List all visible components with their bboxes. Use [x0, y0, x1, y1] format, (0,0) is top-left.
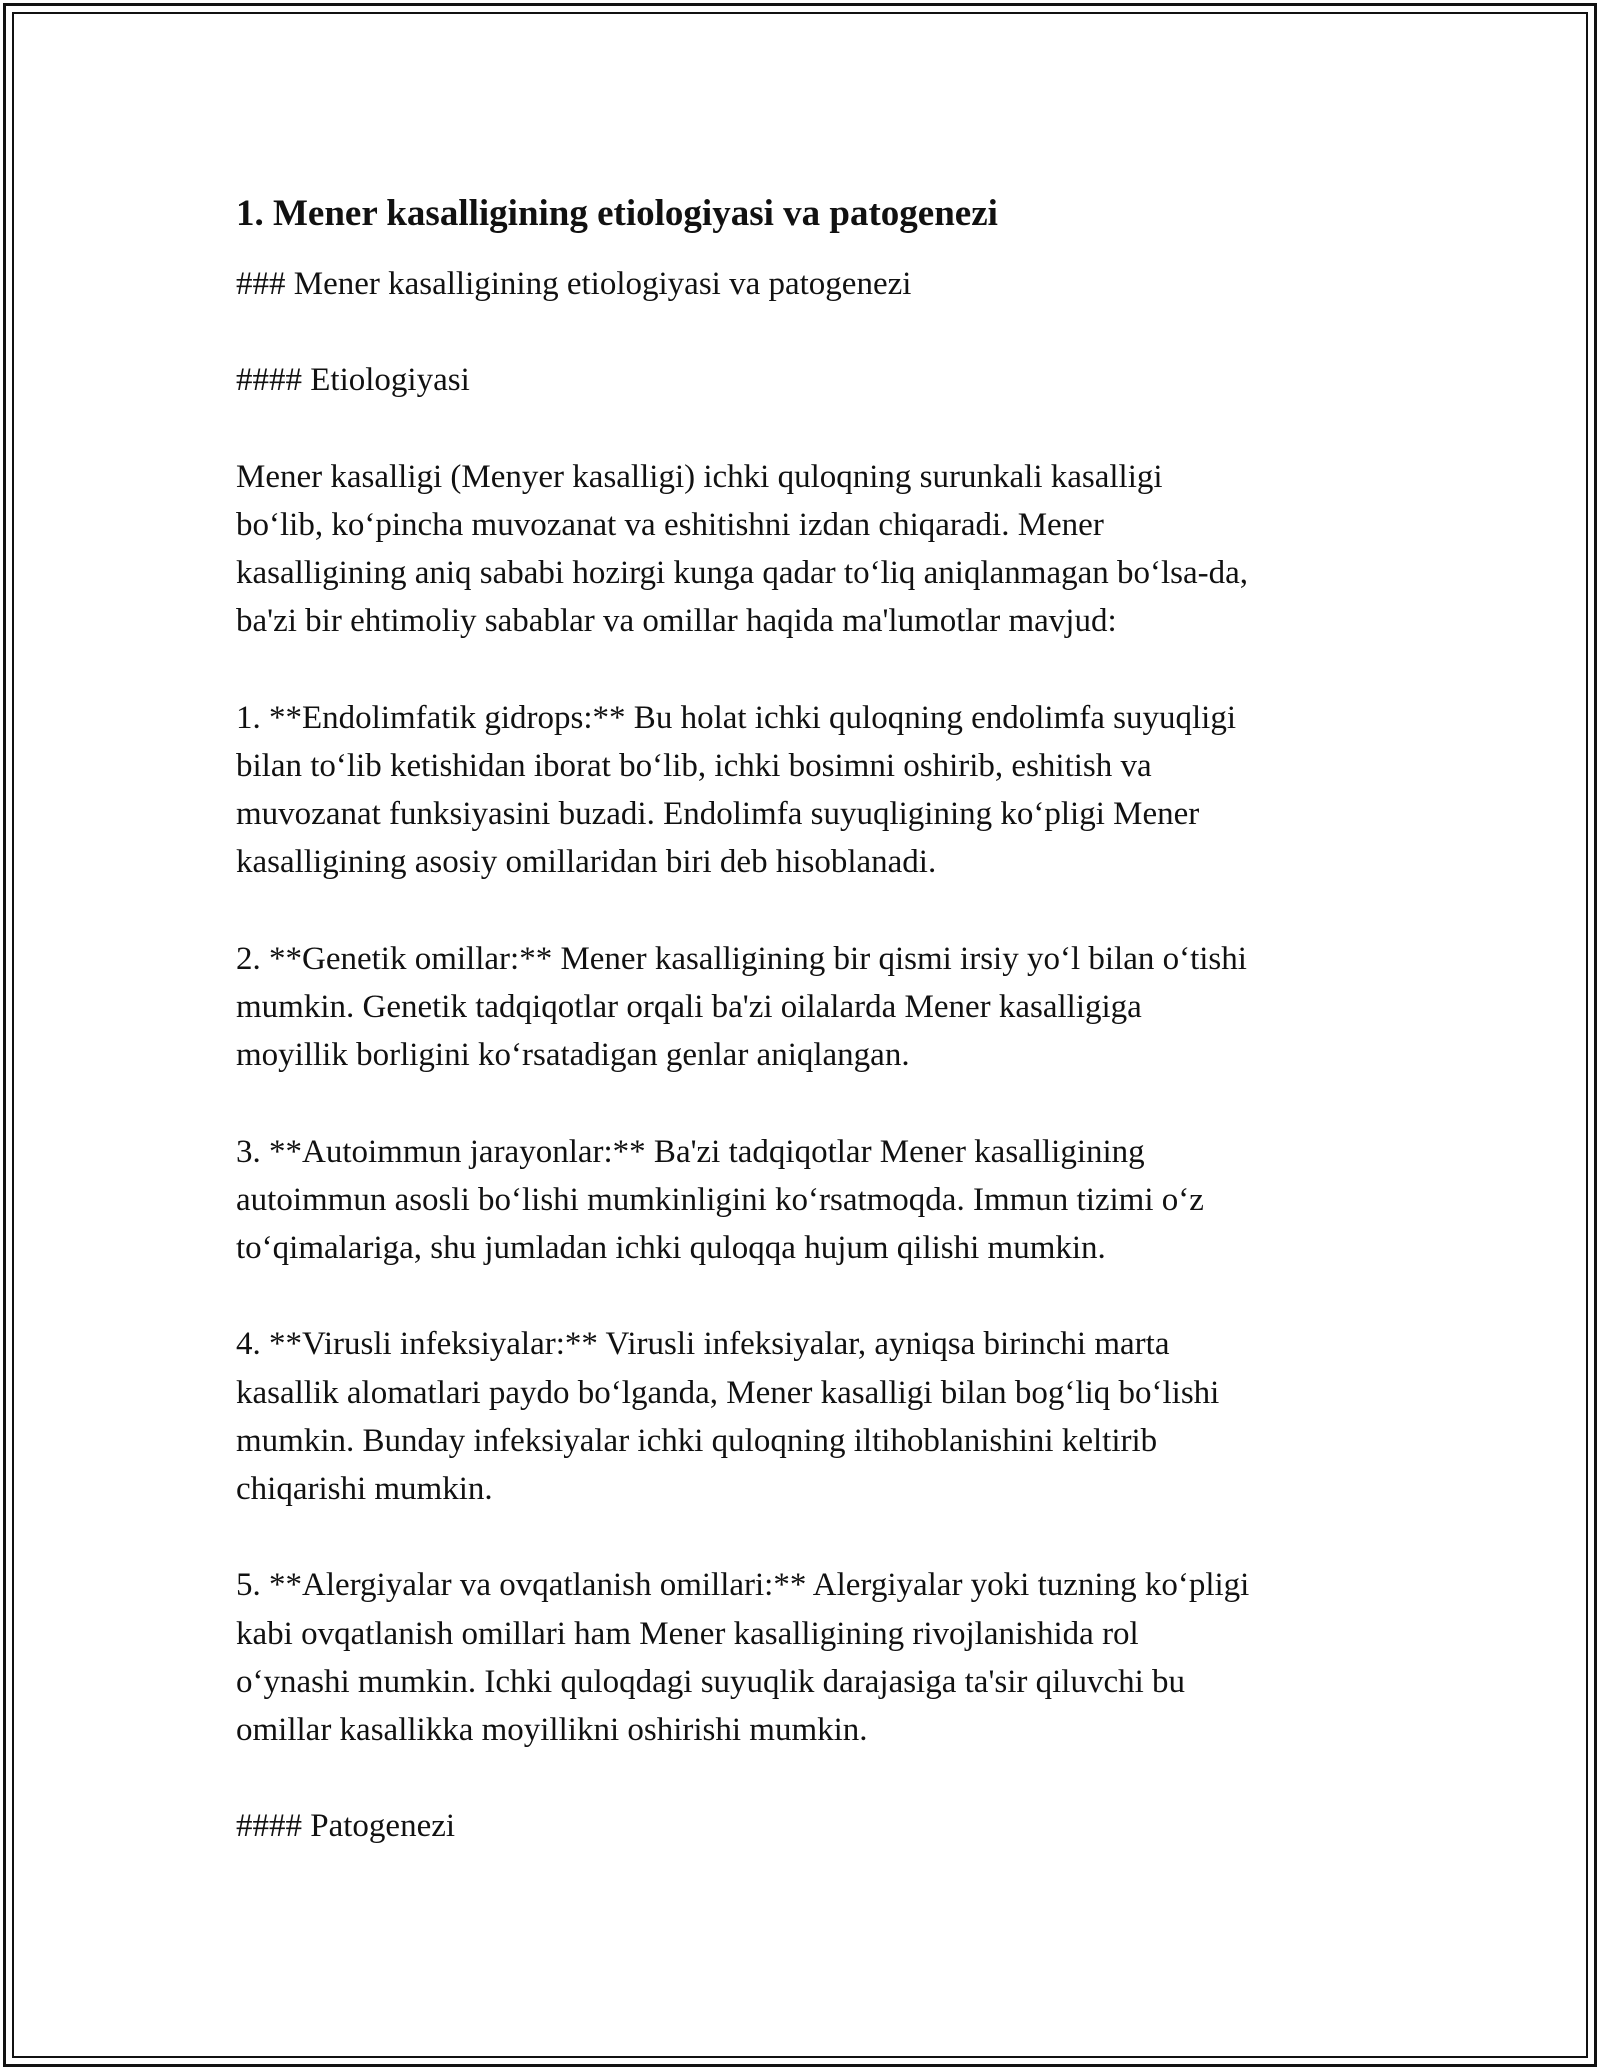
text-line: o‘ynashi mumkin. Ichki quloqdagi suyuqlik darajasiga ta'sir qiluvchi bu	[236, 1663, 1186, 1700]
text-line: omillar kasallikka moyillikni oshirishi mumkin.	[236, 1711, 868, 1748]
text-line: kasalligining asosiy omillaridan biri deb hisoblanadi.	[236, 844, 937, 881]
text-line: chiqarishi mumkin.	[236, 1470, 493, 1507]
text-line: bilan to‘lib ketishidan iborat bo‘lib, ichki bosimni oshirib, eshitish va	[236, 747, 1152, 784]
heading-pathogenesis: #### Patogenezi	[236, 1808, 456, 1845]
text-line: muvozanat funksiyasini buzadi. Endolimfa suyuqligining ko‘pligi Mener	[236, 796, 1200, 833]
text-line: 4. **Virusli infeksiyalar:** Virusli infeksiyalar, ayniqsa birinchi marta	[236, 1326, 1170, 1363]
text-line: 1. **Endolimfatik gidrops:** Bu holat ichki quloqning endolimfa suyuqligi	[236, 699, 1237, 736]
text-line: Mener kasalligi (Menyer kasalligi) ichki quloqning surunkali kasalligi	[236, 458, 1163, 495]
text-line: to‘qimalariga, shu jumladan ichki quloqqa hujum qilishi mumkin.	[236, 1229, 1106, 1266]
document-body	[236, 188, 1376, 1899]
text-line: mumkin. Genetik tadqiqotlar orqali ba'zi oilalarda Mener kasalligiga	[236, 988, 1142, 1025]
text-line: kasalligining aniq sababi hozirgi kunga qadar to‘liq aniqlanmagan bo‘lsa-da,	[236, 555, 1249, 592]
text-line: kasallik alomatlari paydo bo‘lganda, Mener kasalligi bilan bog‘liq bo‘lishi	[236, 1374, 1220, 1411]
list-item-endolymphatic-hydrops	[236, 694, 1376, 887]
document-title: 1. Mener kasalligining etiologiyasi va patogenezi	[236, 193, 998, 234]
list-item-genetic-factors	[236, 935, 1376, 1080]
intro-paragraph	[236, 453, 1376, 646]
list-item-viral-infections	[236, 1320, 1376, 1513]
markdown-heading-3: ### Mener kasalligining etiologiyasi va patogenezi	[236, 266, 912, 302]
text-line: ba'zi bir ehtimoliy sabablar va omillar haqida ma'lumotlar mavjud:	[236, 603, 1117, 640]
text-line: 3. **Autoimmun jarayonlar:** Ba'zi tadqiqotlar Mener kasalligining	[236, 1133, 1145, 1170]
text-line: moyillik borligini ko‘rsatadigan genlar aniqlangan.	[236, 1037, 910, 1074]
list-item-autoimmune	[236, 1128, 1376, 1273]
text-line: mumkin. Bunday infeksiyalar ichki quloqning iltihoblanishini keltirib	[236, 1422, 1158, 1459]
heading-etiology: #### Etiologiyasi	[236, 362, 470, 399]
text-line: autoimmun asosli bo‘lishi mumkinligini ko‘rsatmoqda. Immun tizimi o‘z	[236, 1181, 1204, 1218]
text-line: 2. **Genetik omillar:** Mener kasalligining bir qismi irsiy yo‘l bilan o‘tishi	[236, 940, 1247, 977]
text-line: kabi ovqatlanish omillari ham Mener kasalligining rivojlanishida rol	[236, 1615, 1139, 1652]
text-line: 5. **Alergiyalar va ovqatlanish omillari:** Alergiyalar yoki tuzning ko‘pligi	[236, 1567, 1250, 1604]
text-line: bo‘lib, ko‘pincha muvozanat va eshitishni izdan chiqaradi. Mener	[236, 506, 1104, 543]
list-item-allergies-diet	[236, 1561, 1376, 1754]
